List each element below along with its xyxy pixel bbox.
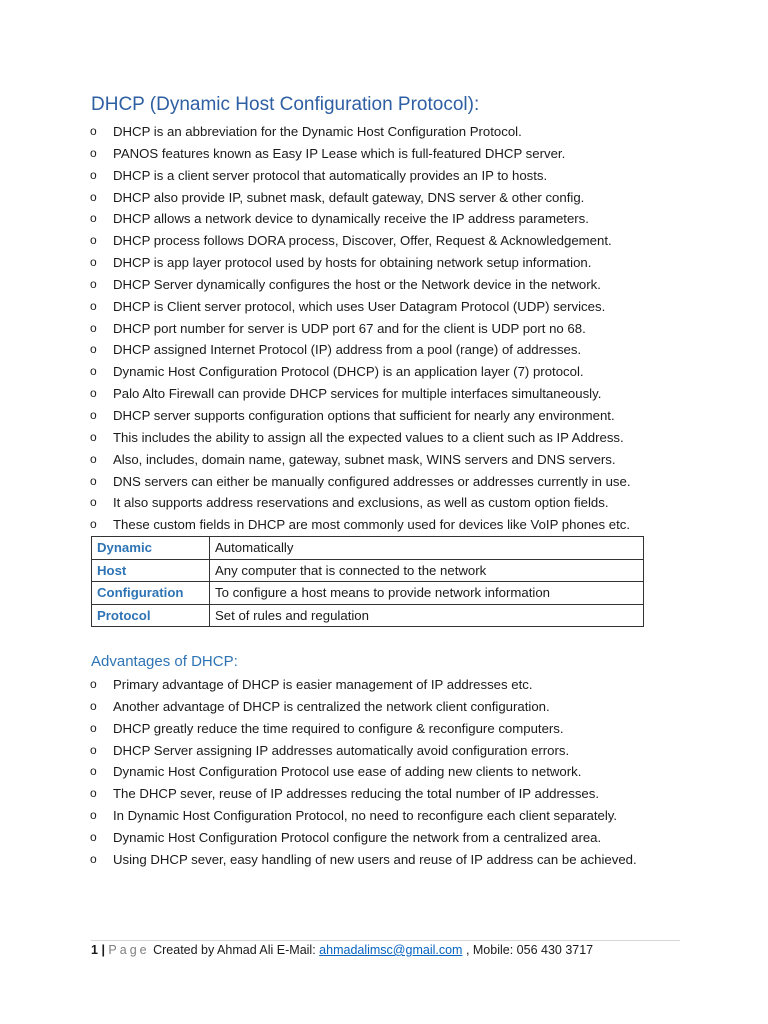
bullet-marker: o: [90, 320, 97, 335]
bullet-marker: o: [90, 342, 97, 357]
bullet-marker: o: [90, 276, 97, 291]
footer-separator: |: [101, 943, 105, 957]
page-footer: [91, 943, 593, 957]
dhcp-points-list: [90, 121, 660, 536]
bullet-marker: o: [90, 189, 97, 204]
list-item: [90, 361, 660, 383]
term-cell: Dynamic: [92, 537, 210, 560]
list-item-text: Dynamic Host Configuration Protocol configure the network from a centralized area.: [113, 829, 602, 845]
list-item-text: DHCP assigned Internet Protocol (IP) address from a pool (range) of addresses.: [113, 342, 582, 358]
bullet-marker: o: [90, 451, 97, 466]
list-item-text: DHCP is Client server protocol, which uses User Datagram Protocol (UDP) services.: [113, 298, 606, 314]
term-cell: Protocol: [92, 604, 210, 627]
meaning-cell: To configure a host means to provide network information: [210, 582, 644, 605]
bullet-marker: o: [90, 167, 97, 182]
bullet-marker: o: [90, 677, 97, 691]
bullet-marker: o: [90, 124, 97, 138]
term-cell: Host: [92, 559, 210, 582]
bullet-marker: o: [90, 764, 97, 779]
bullet-marker: o: [90, 851, 97, 866]
meaning-cell: Automatically: [210, 537, 644, 560]
list-item-text: Another advantage of DHCP is centralized the network client configuration.: [113, 698, 550, 714]
list-item-text: DHCP Server dynamically configures the host or the Network device in the network.: [113, 276, 601, 292]
list-item-text: DHCP also provide IP, subnet mask, default gateway, DNS server & other config.: [113, 189, 585, 205]
list-item-text: PANOS features known as Easy IP Lease which is full-featured DHCP server.: [113, 145, 566, 161]
bullet-marker: o: [90, 517, 97, 532]
list-item: [90, 405, 660, 427]
list-item: [90, 208, 660, 230]
terms-table: [91, 536, 644, 627]
table-row: [92, 582, 644, 605]
list-item-text: It also supports address reservations and exclusions, as well as custom option fields.: [113, 495, 609, 511]
list-item: [90, 449, 660, 471]
list-item: [90, 783, 660, 805]
list-item: [90, 296, 660, 318]
list-item-text: DHCP process follows DORA process, Discover, Offer, Request & Acknowledgement.: [113, 233, 612, 249]
list-item: [90, 827, 660, 849]
list-item: [90, 274, 660, 296]
list-item: [90, 427, 660, 449]
list-item-text: DHCP is app layer protocol used by hosts for obtaining network setup information.: [113, 255, 592, 271]
list-item: [90, 339, 660, 361]
bullet-marker: o: [90, 808, 97, 823]
list-item: [90, 849, 660, 871]
list-item: [90, 121, 660, 143]
list-item: [90, 165, 660, 187]
meaning-cell: Any computer that is connected to the network: [210, 559, 644, 582]
bullet-marker: o: [90, 742, 97, 757]
bullet-marker: o: [90, 386, 97, 401]
list-item: [90, 143, 660, 165]
list-item: [90, 761, 660, 783]
bullet-marker: o: [90, 233, 97, 248]
page-number: 1: [91, 943, 98, 957]
list-item-text: DHCP port number for server is UDP port 67 and for the client is UDP port no 68.: [113, 320, 586, 336]
table-row: [92, 559, 644, 582]
term-cell: Configuration: [92, 582, 210, 605]
bullet-marker: o: [90, 786, 97, 801]
table-row: [92, 537, 644, 560]
list-item-text: These custom fields in DHCP are most commonly used for devices like VoIP phones etc.: [113, 517, 630, 533]
list-item: [90, 187, 660, 209]
page-title: DHCP (Dynamic Host Configuration Protocol):: [91, 94, 480, 115]
list-item-text: In Dynamic Host Configuration Protocol, no need to reconfigure each client separately.: [113, 808, 618, 824]
bullet-marker: o: [90, 145, 97, 160]
list-item-text: This includes the ability to assign all the expected values to a client such as IP Address.: [113, 429, 624, 445]
list-item-text: DHCP greatly reduce the time required to configure & reconfigure computers.: [113, 720, 564, 736]
list-item: [90, 471, 660, 493]
list-item-text: DHCP allows a network device to dynamically receive the IP address parameters.: [113, 211, 589, 227]
list-item: [90, 383, 660, 405]
list-item-text: Dynamic Host Configuration Protocol (DHCP) is an application layer (7) protocol.: [113, 364, 584, 380]
table-row: [92, 604, 644, 627]
list-item-text: DNS servers can either be manually configured addresses or addresses currently in use.: [113, 473, 631, 489]
list-item: [90, 718, 660, 740]
bullet-marker: o: [90, 429, 97, 444]
list-item-text: Using DHCP sever, easy handling of new users and reuse of IP address can be achieved.: [113, 851, 637, 867]
bullet-marker: o: [90, 407, 97, 422]
meaning-cell: Set of rules and regulation: [210, 604, 644, 627]
bullet-marker: o: [90, 698, 97, 713]
list-item: [90, 674, 660, 696]
list-item-text: Palo Alto Firewall can provide DHCP services for multiple interfaces simultaneously.: [113, 386, 602, 402]
footer-divider: [91, 940, 680, 941]
list-item-text: DHCP is a client server protocol that automatically provides an IP to hosts.: [113, 167, 548, 183]
list-item: [90, 740, 660, 762]
list-item-text: Dynamic Host Configuration Protocol use ease of adding new clients to network.: [113, 764, 582, 780]
list-item: [90, 805, 660, 827]
email-link[interactable]: ahmadalimsc@gmail.com: [319, 943, 463, 957]
advantages-heading: Advantages of DHCP:: [91, 653, 238, 670]
list-item: [90, 252, 660, 274]
footer-credit: Created by Ahmad Ali E-Mail:: [153, 943, 316, 957]
bullet-marker: o: [90, 473, 97, 488]
list-item: [90, 318, 660, 340]
list-item-text: DHCP Server assigning IP addresses automatically avoid configuration errors.: [113, 742, 570, 758]
footer-mobile: , Mobile: 056 430 3717: [465, 943, 594, 957]
list-item: [90, 514, 660, 536]
advantages-list: [90, 674, 660, 871]
bullet-marker: o: [90, 829, 97, 844]
list-item: [90, 696, 660, 718]
bullet-marker: o: [90, 720, 97, 735]
list-item-text: DHCP server supports configuration options that sufficient for nearly any environment.: [113, 407, 615, 423]
bullet-marker: o: [90, 364, 97, 379]
list-item-text: Also, includes, domain name, gateway, subnet mask, WINS servers and DNS servers.: [113, 451, 616, 467]
bullet-marker: o: [90, 298, 97, 313]
bullet-marker: o: [90, 211, 97, 226]
bullet-marker: o: [90, 495, 97, 510]
list-item-text: Primary advantage of DHCP is easier management of IP addresses etc.: [113, 677, 533, 692]
list-item: [90, 492, 660, 514]
list-item-text: The DHCP sever, reuse of IP addresses reducing the total number of IP addresses.: [113, 786, 600, 802]
page-label: Page: [108, 943, 150, 957]
bullet-marker: o: [90, 255, 97, 270]
list-item-text: DHCP is an abbreviation for the Dynamic Host Configuration Protocol.: [113, 124, 522, 139]
list-item: [90, 230, 660, 252]
